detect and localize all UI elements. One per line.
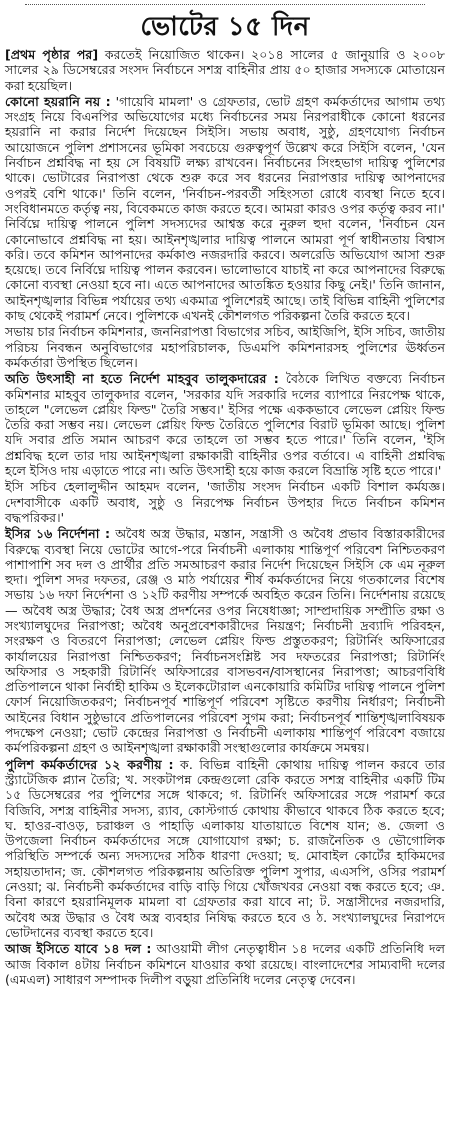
paragraph-lead: কোনো হয়রানি নয় : — [5, 93, 111, 109]
paragraph-continuation — [5, 47, 445, 93]
paragraph-attendees — [5, 324, 445, 370]
headline: ভোটের ১৫ দিন — [140, 12, 310, 42]
paragraph-text: ক. বিভিন্ন বাহিনী কোথায় দায়িত্ব পালন করবে তার স্ট্র্যাটেজিক প্ল্যান তৈরি; খ. সংকটাপন্ন কেন্দ্রগুলো রেকি করতে সশস্ত্র বাহিনীর একটি টিম ১৫ ডিসেম্বরের পর পুলিশের সঙ্গে থাকবে; গ. রিটার্নিং অফিসারের সঙ্গে পরামর্শ করে বিজিবি, সশস্ত্র বাহিনীর সদস্য, র‌্যাব, কোস্টগার্ড কোথায় কীভাবে থাকবে ঠিক করতে হবে; ঘ. হাওর-বাওড়, চরাঞ্চল ও পাহাড়ি এলাকায় যাতায়াতে বিশেষ যান; ঙ. জেলা ও উপজেলা নির্বাচন কর্মকর্তাদের সঙ্গে যোগাযোগ রক্ষা; চ. রাজনৈতিক ও ভৌগোলিক পরিস্থিতি সম্পর্কে অন্য সদস্যদের সঠিক ধারণা দেওয়া; ছ. মোবাইল কোর্টের হাকিমদের সহায়তাদান; জ. কৌশলগত পরিকল্পনায় অতিরিক্ত পুলিশ সুপার, এএসপি, ওসির পরামর্শ নেওয়া; ঝ. নির্বাচনী কর্মকর্তাদের বাড়ি বাড়ি গিয়ে খোঁজখবর নেওয়া বন্ধ করতে হবে; ঞ. বিনা কারণে হয়রানিমূলক মামলা বা গ্রেফতার করা যাবে না; ট. সন্ত্রাসীদের নজরদারি, অবৈধ অস্ত্র উদ্ধার ও বৈধ অস্ত্র ব্যবহার নিষিদ্ধ করতে হবে ও ঠ. সংখ্যালঘুদের নিরাপদে ভোটদানের ব্যবস্থা করতে হবে। — [5, 756, 445, 940]
paragraph-text: অবৈধ অস্ত্র উদ্ধার, মস্তান, সন্ত্রাসী ও অবৈধ প্রভাব বিস্তারকারীদের বিরুদ্ধে ব্যবস্থা নিয়ে ভোটের আগে-পরে নির্বাচনী এলাকায় শান্তিপূর্ণ পরিবেশ নিশ্চিতকরণ পাশাপাশি সব দল ও প্রার্থীর প্রতি সমআচরণ করার নির্দেশ দিয়েছেন সিইসি কে এম নূরুল হুদা। পুলিশ সদর দফতর, রেঞ্জ ও মাঠ পর্যায়ের শীর্ষ কর্মকর্তাদের নিয়ে গতকালের বিশেষ সভায় ১৬ দফা নির্দেশনা ও ১২টি করণীয় সম্পর্কে অবহিত করেন তিনি। নির্দেশনায় রয়েছে— অবৈধ অস্ত্র উদ্ধার; বৈধ অস্ত্র প্রদর্শনের ওপর নিষেধাজ্ঞা; সাম্প্রদায়িক সম্প্রীতি রক্ষা ও সংখ্যালঘুদের নিরাপত্তা; অবৈধ অনুপ্রবেশকারীদের নিয়ন্ত্রণ; নির্বাচনী দ্রব্যাদি পরিবহন, সংরক্ষণ ও বিতরণে নিরাপত্তা; লেভেল প্লেয়িং ফিল্ড প্রস্তুতকরণ; রিটার্নিং অফিসারের কার্যালয়ের নিরাপত্তা নিশ্চিতকরণ; নির্বাচনসংশ্লিষ্ট সব দফতরের নিরাপত্তা; রিটার্নিং অফিসার ও সহকারী রিটার্নিং অফিসারের বাসভবন/বাসস্থানের নিরাপত্তা; আচরণবিধি প্রতিপালনে থাকা নির্বাহী হাকিম ও ইলেকটোরাল এনকোয়ারি কমিটির দায়িত্ব পালনে পুলিশ ফোর্স নিয়োজিতকরণ; নির্বাচনপূর্ব শান্তিপূর্ণ পরিবেশ সৃষ্টিতে করণীয় নির্ধারণ; নির্বাচনী আইনের বিধান সুষ্ঠুভাবে প্রতিপালনের পরিবেশ সুগম করা; নির্বাচনপূর্ব শান্তিশৃঙ্খলাবিষয়ক পদক্ষেপ নেওয়া; ভোট কেন্দ্রের নিরাপত্তা ও নির্বাচনী এলাকায় শান্তিপূর্ণ পরিবেশ বজায়ে কর্মপরিকল্পনা গ্রহণ ও আইনশৃঙ্খলা রক্ষাকারী সংস্থাগুলোর কার্যক্রমে সমন্বয়। — [5, 526, 445, 756]
paragraph-text: সভায় চার নির্বাচন কমিশনার, জননিরাপত্তা বিভাগের সচিব, আইজিপি, ইসি সচিব, জাতীয় পরিচয় নিবন্ধন অনুবিভাগের মহাপরিচালক, ডিএমপি কমিশনারসহ পুলিশের ঊর্ধ্বতন কর্মকর্তারা উপস্থিত ছিলেন। — [5, 324, 445, 370]
paragraph-text: আওয়ামী লীগ নেতৃত্বাধীন ১৪ দলের একটি প্রতিনিধি দল আজ বিকাল ৪টায় নির্বাচন কমিশনে যাওয়ার কথা রয়েছে। বাংলাদেশের সাম্যবাদী দলের (এমএল) সাধারণ সম্পাদক দিলীপ বড়ুয়া প্রতিনিধি দলের নেতৃত্ব দেবেন। — [5, 941, 445, 987]
top-divider — [25, 4, 425, 9]
paragraph-ec-16-directives — [5, 526, 445, 755]
paragraph-mahbub-talukdar — [5, 371, 445, 478]
paragraph-text: করতেই নিয়োজিত থাকেন। ২০১৪ সালের ৫ জানুয়ারি ও ২০০৮ সালের ২৯ ডিসেম্বরের সংসদ নির্বাচনে সশস্ত্র বাহিনীর প্রায় ৫০ হাজার সদস্যকে মোতায়েন করা হয়েছিল। — [5, 47, 445, 93]
paragraph-police-12-tasks — [5, 757, 445, 941]
paragraph-lead: [প্রথম পৃষ্ঠার পর] — [5, 47, 99, 62]
paragraph-text: ইসি সচিব হেলালুদ্দীন আহমদ বলেন, 'জাতীয় সংসদ নির্বাচন একটি বিশাল কর্মযজ্ঞ। দেশবাসীকে একটি অবাধ, সুষ্ঠু ও নিরপেক্ষ নির্বাচন উপহার দিতে নির্বাচন কমিশন বদ্ধপরিকর।' — [5, 479, 445, 525]
article-body — [5, 47, 445, 987]
paragraph-lead: আজ ইসিতে যাবে ১৪ দল : — [5, 941, 152, 957]
paragraph-no-harassment — [5, 94, 445, 323]
paragraph-ec-secretary — [5, 479, 445, 525]
paragraph-lead: অতি উৎসাহী না হতে নির্দেশ মাহবুব তালুকদারের : — [5, 371, 279, 387]
paragraph-14-party-alliance — [5, 941, 445, 987]
paragraph-text: বৈঠকে লিখিত বক্তব্যে নির্বাচন কমিশনার মাহবুব তালুকদার বলেন, 'সরকার যদি সরকারি দলের ব্যাপারে নিরপেক্ষ থাকে, তাহলে "লেভেল প্লেয়িং ফিল্ড" তৈরি সম্ভব।' ইসির পক্ষে এককভাবে লেভেল প্লেয়িং ফিল্ড তৈরি করা সম্ভব নয়। লেভেল প্লেয়িং ফিল্ড তৈরিতে পুলিশের বিরাট ভূমিকা আছে। পুলিশ যদি সবার প্রতি সমান আচরণ করে তাহলে তা সম্ভব হতে পারে।' তিনি বলেন, 'ইসি প্রশ্নবিদ্ধ হলে তার দায় আইনশৃঙ্খলা রক্ষাকারী বাহিনীর ওপর বর্তাবে। এ বাহিনী প্রশ্নবিদ্ধ হলে ইসিও দায় এড়াতে পারে না। অতি উৎসাহী হয়ে কাজ করলে বিভ্রান্তি সৃষ্টি হতে পারে।' — [5, 371, 445, 479]
paragraph-text: 'গায়েবি মামলা' ও গ্রেফতার, ভোট গ্রহণ কর্মকর্তাদের আগাম তথ্য সংগ্রহ নিয়ে বিএনপির অভিযোগের মধ্যে নির্বাচনের সময় নিরপরাধীকে কোনো ধরনের হয়রানি না করার নির্দেশ দিয়েছেন সিইসি। সভায় অবাধ, সুষ্ঠু, গ্রহণযোগ্য নির্বাচন আয়োজনে পুলিশ প্রশাসনের ভূমিকা সবচেয়ে গুরুত্বপূর্ণ উল্লেখ করে সিইসি বলেন, 'যেন নির্বাচন প্রশ্নবিদ্ধ না হয় সে বিষয়টি লক্ষ্য রাখবেন। নির্বাচনের সিংহভাগ দায়িত্ব পুলিশের থাকে। ভোটারের নিরাপত্তা থেকে শুরু করে সব ধরনের নিরাপত্তার দায়িত্ব আপনাদের ওপরই বেশি থাকে।' তিনি বলেন, 'নির্বাচন-পরবর্তী সহিংসতা রোধে ব্যবস্থা নিতে হবে। সংবিধানমতে কর্তৃত্ব নয়, বিবেকমতে কাজ করতে হবে। আমরা কারও ওপর কর্তৃত্ব করব না।' নির্বিঘ্নে দায়িত্ব পালনে পুলিশ সদস্যদের আশ্বস্ত করে নুরুল হুদা বলেন, 'নির্বাচন যেন কোনোভাবে প্রশ্নবিদ্ধ না হয়। আইনশৃঙ্খলার দায়িত্ব পালনে আমরা পূর্ণ স্বাধীনতায় বিশ্বাস করি। তবে কমিশন আপনাদের কর্মকাণ্ড নজরদারি করবে। অলরেডি অভিযোগ আসা শুরু হয়েছে। তবে নির্বিঘ্নে দায়িত্ব পালন করবেন। ভালোভাবে যাচাই না করে আপনাদের বিরুদ্ধে কোনো ব্যবস্থা নেওয়া হবে না। এতে আপনাদের আতঙ্কিত হওয়ার কিছু নেই।' তিনি জানান, আইনশৃঙ্খলার বিভিন্ন পর্যায়ের তথ্য একমাত্র পুলিশেরই আছে। তাই বিভিন্ন বাহিনী পুলিশের কাছ থেকেই পরামর্শ নেবে। পুলিশকে এখনই কৌশলগত পরিকল্পনা তৈরি করতে হবে। — [5, 93, 445, 324]
paragraph-lead: ইসির ১৬ নির্দেশনা : — [5, 526, 110, 542]
paragraph-lead: পুলিশ কর্মকর্তাদের ১২ করণীয় : — [5, 756, 174, 772]
